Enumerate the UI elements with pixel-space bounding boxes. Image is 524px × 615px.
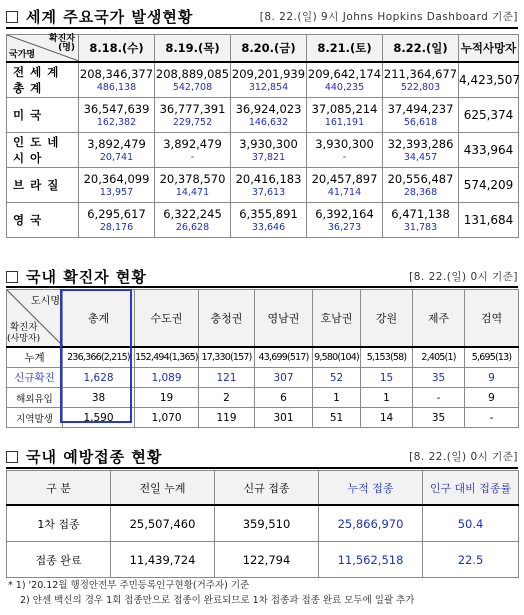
domestic-corner-header [7,290,63,348]
vaccine-cell: 11,439,724 [111,542,215,578]
new-cases: 37,613 [251,186,286,198]
world-col-header: 8.20.(금) [231,35,307,63]
domestic-row [7,347,519,368]
corner-label-unit: (명) [58,43,75,53]
vaccine-row [7,542,519,578]
new-cases: 229,752 [172,116,213,128]
new-cases: 33,646 [251,221,286,233]
vaccine-cell: 22.5 [423,542,519,578]
square-bullet-icon [6,451,18,463]
cumulative-cases: 20,364,099 [83,171,150,186]
region-header: 충청권 [199,290,255,348]
domestic-cell: - [465,408,519,428]
cumulative-cases: 6,322,245 [163,206,222,221]
new-cases: 34,457 [403,151,438,163]
cumulative-cases: 6,471,138 [391,206,450,221]
new-cases: 37,821 [251,151,286,163]
daily-cases-cell [231,133,307,168]
cumulative-cases: 37,494,237 [387,101,454,116]
daily-cases-cell [383,133,459,168]
vaccination-table [6,470,519,578]
cumulative-cases: 208,889,085 [155,66,230,81]
domestic-cell: 43,699(517) [255,347,313,368]
world-col-header: 8.21.(토) [307,35,383,63]
cumulative-cases: 3,892,479 [163,136,222,151]
new-cases: 162,382 [96,116,137,128]
cumulative-cases: 3,930,300 [239,136,298,151]
region-header: 영남권 [255,290,313,348]
domestic-row [7,388,519,408]
world-country-row [7,133,519,168]
domestic-section-title: 국내 확진자 현황 [26,268,147,286]
daily-cases-cell [79,203,155,238]
domestic-section-header [6,266,518,287]
daily-cases-cell [155,203,231,238]
cumulative-cases: 20,416,183 [235,171,302,186]
cumulative-cases: 20,457,897 [311,171,378,186]
domestic-cell: 52 [313,368,361,388]
daily-cases-cell [383,203,459,238]
domestic-cell: 307 [255,368,313,388]
cumulative-cases: 208,346,377 [79,66,154,81]
daily-cases-cell [79,133,155,168]
world-country-row [7,203,519,238]
daily-cases-cell [383,62,459,98]
cumulative-deaths: 625,374 [459,98,519,133]
cumulative-deaths: 4,423,507 [459,62,519,98]
domestic-cell: 35 [413,368,465,388]
new-cases: 312,854 [248,81,289,93]
corner-label-cases: 확진자 [10,322,38,333]
new-cases: 56,618 [403,116,438,128]
footnote-1: * 1) '20.12월 행정안전부 주민등록인구현황(거주자) 기준 [8,580,250,591]
domestic-cell: 152,494(1,365) [135,347,199,368]
world-country-row [7,62,519,98]
country-name: 영국 [7,203,79,238]
country-name: 전세계총계 [7,62,79,98]
domestic-cell: 17,330(157) [199,347,255,368]
daily-cases-cell [231,203,307,238]
new-cases: 440,235 [324,81,365,93]
daily-cases-cell [231,62,307,98]
domestic-cell: 2,405(1) [413,347,465,368]
world-section-date: [8. 22.(일) 9시 Johns Hopkins Dashboard 기준] [259,11,518,23]
domestic-cell: 119 [199,408,255,428]
daily-cases-cell [383,168,459,203]
domestic-row-label: 신규확진 [7,368,63,388]
domestic-row-label: 지역발생 [7,408,63,428]
new-cases: 28,176 [99,221,134,233]
vaccine-section-date: [8. 22.(일) 0시 기준] [409,451,518,463]
daily-cases-cell [155,133,231,168]
cumulative-cases: 36,547,639 [83,101,150,116]
vaccine-cell: 50.4 [423,505,519,542]
new-cases: 31,783 [403,221,438,233]
world-section-header [6,6,518,27]
domestic-cell: 51 [313,408,361,428]
domestic-cell: 1,590 [63,408,135,428]
new-cases: 28,368 [403,186,438,198]
domestic-cell: - [413,388,465,408]
world-col-header: 8.22.(일) [383,35,459,63]
domestic-cell: 1,628 [63,368,135,388]
domestic-cell: 9 [465,388,519,408]
cumulative-cases: 209,642,174 [307,66,382,81]
domestic-cell: 14 [361,408,413,428]
vaccine-section-header [6,446,518,467]
corner-label-cases: 확진자 [48,34,75,44]
vaccine-col-header-cumulative: 누적 접종 [319,471,423,506]
new-cases: 522,803 [400,81,441,93]
vaccine-row-label: 접종 완료 [7,542,111,578]
vaccine-cell: 25,866,970 [319,505,423,542]
cumulative-cases: 6,355,891 [239,206,298,221]
cumulative-cases: 209,201,939 [231,66,306,81]
domestic-cases-table [6,289,519,428]
daily-cases-cell [231,168,307,203]
vaccine-cell: 25,507,460 [111,505,215,542]
cumulative-cases: 20,378,570 [159,171,226,186]
cumulative-cases: 6,392,164 [315,206,374,221]
vaccine-cell: 122,794 [215,542,319,578]
new-cases: 161,191 [324,116,365,128]
vaccine-section-rule [6,467,518,469]
world-country-row [7,98,519,133]
new-cases: 41,714 [327,186,362,198]
domestic-row-label: 해외유입 [7,388,63,408]
daily-cases-cell [307,62,383,98]
world-section-rule [6,27,518,29]
cumulative-deaths: 433,964 [459,133,519,168]
domestic-row [7,368,519,388]
vaccine-col-header: 구 분 [7,471,111,506]
world-cases-table [6,34,519,238]
vaccine-col-header: 전일 누계 [111,471,215,506]
corner-label-city: 도시명 [31,296,60,307]
region-header: 호남권 [313,290,361,348]
domestic-row-label: 누계 [7,347,63,368]
domestic-section-date: [8. 22.(일) 0시 기준] [409,271,518,283]
region-header: 수도권 [135,290,199,348]
world-col-header: 8.18.(수) [79,35,155,63]
daily-cases-cell [383,98,459,133]
world-col-header: 누적사망자 [459,35,519,63]
daily-cases-cell [155,62,231,98]
cumulative-cases: 32,393,286 [387,136,454,151]
cumulative-cases: 211,364,677 [383,66,458,81]
daily-cases-cell [79,98,155,133]
square-bullet-icon [6,271,18,283]
vaccine-col-header-rate: 인구 대비 접종률 [423,471,519,506]
domestic-cell: 35 [413,408,465,428]
daily-cases-cell [231,98,307,133]
region-header: 강원 [361,290,413,348]
new-cases: - [342,151,347,163]
country-name: 미국 [7,98,79,133]
new-cases: - [190,151,195,163]
domestic-cell: 301 [255,408,313,428]
domestic-cell: 236,366(2,215) [63,347,135,368]
vaccine-row [7,505,519,542]
domestic-cell: 19 [135,388,199,408]
corner-label-country: 국가명 [9,50,36,60]
domestic-cell: 9,580(104) [313,347,361,368]
corner-label-deaths: (사망자) [7,334,41,344]
daily-cases-cell [155,168,231,203]
cumulative-cases: 37,085,214 [311,101,378,116]
daily-cases-cell [307,168,383,203]
region-header-total: 총계 [63,290,135,348]
new-cases: 486,138 [96,81,137,93]
country-name: 브라질 [7,168,79,203]
cumulative-cases: 6,295,617 [87,206,146,221]
vaccine-cell: 359,510 [215,505,319,542]
new-cases: 146,632 [248,116,289,128]
world-country-row [7,168,519,203]
new-cases: 36,273 [327,221,362,233]
domestic-section-rule [6,286,518,288]
new-cases: 542,708 [172,81,213,93]
cumulative-cases: 36,924,023 [235,101,302,116]
new-cases: 13,957 [99,186,134,198]
daily-cases-cell [79,168,155,203]
new-cases: 20,741 [99,151,134,163]
world-col-header: 8.19.(목) [155,35,231,63]
country-name: 인도네시아 [7,133,79,168]
domestic-cell: 9 [465,368,519,388]
domestic-cell: 1,089 [135,368,199,388]
new-cases: 26,628 [175,221,210,233]
square-bullet-icon [6,11,18,23]
cumulative-cases: 20,556,487 [387,171,454,186]
region-header: 제주 [413,290,465,348]
cumulative-deaths: 131,684 [459,203,519,238]
cumulative-cases: 36,777,391 [159,101,226,116]
new-cases: 14,471 [175,186,210,198]
domestic-cell: 1 [313,388,361,408]
domestic-cell: 2 [199,388,255,408]
domestic-cell: 6 [255,388,313,408]
vaccine-col-header: 신규 접종 [215,471,319,506]
daily-cases-cell [79,62,155,98]
world-corner-header [7,35,79,63]
vaccine-section-title: 국내 예방접종 현황 [26,448,163,466]
domestic-cell: 5,153(58) [361,347,413,368]
domestic-row [7,408,519,428]
domestic-cell: 1,070 [135,408,199,428]
world-section-title: 세계 주요국가 발생현황 [26,8,194,26]
domestic-cell: 1 [361,388,413,408]
footnote-2: 2) 얀센 백신의 경우 1회 접종만으로 접종이 완료되므로 1차 접종과 접종 완료 모두에 일괄 추가 [20,595,415,606]
daily-cases-cell [307,98,383,133]
cumulative-cases: 3,930,300 [315,136,374,151]
domestic-cell: 15 [361,368,413,388]
vaccine-row-label: 1차 접종 [7,505,111,542]
daily-cases-cell [155,98,231,133]
domestic-cell: 121 [199,368,255,388]
daily-cases-cell [307,133,383,168]
domestic-cell: 38 [63,388,135,408]
vaccine-cell: 11,562,518 [319,542,423,578]
domestic-cell: 5,695(13) [465,347,519,368]
region-header: 검역 [465,290,519,348]
cumulative-deaths: 574,209 [459,168,519,203]
daily-cases-cell [307,203,383,238]
cumulative-cases: 3,892,479 [87,136,146,151]
